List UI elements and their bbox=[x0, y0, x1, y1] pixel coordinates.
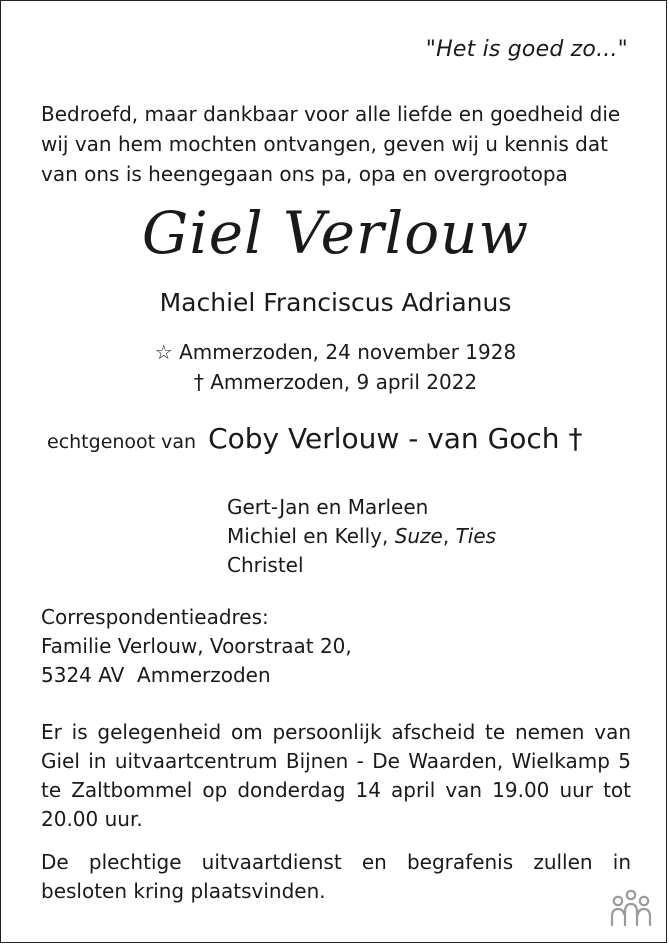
family-line: Christel bbox=[227, 553, 304, 577]
service-paragraph: De plechtige uitvaartdienst en begrafenis zullen in besloten kring plaatsvinden. bbox=[41, 850, 631, 903]
motto-quote: "Het is goed zo..." bbox=[425, 37, 628, 62]
family-line: Gert-Jan en Marleen bbox=[227, 495, 429, 519]
spouse-label: echtgenoot van bbox=[47, 431, 197, 453]
family-people-icon bbox=[608, 888, 654, 928]
spouse-name: Coby Verlouw - van Goch † bbox=[208, 422, 583, 455]
spouse-row bbox=[47, 422, 582, 455]
death-date: † Ammerzoden, 9 april 2022 bbox=[193, 370, 478, 394]
correspondence-address bbox=[41, 603, 352, 690]
grandchild-name: Ties bbox=[455, 524, 497, 548]
family-line bbox=[227, 522, 496, 551]
intro-paragraph: Bedroefd, maar dankbaar voor alle liefde en goedheid die wij van hem mochten ontvangen, geven wij u kennis dat van ons is heengegaan ons pa, opa en overgrootopa bbox=[41, 102, 621, 186]
family-list bbox=[227, 493, 496, 580]
birth-date: ☆ Ammerzoden, 24 november 1928 bbox=[154, 340, 517, 364]
grandchild-name: Suze bbox=[394, 524, 443, 548]
address-heading: Correspondentieadres: bbox=[41, 605, 269, 629]
visitation-paragraph: Er is gelegenheid om persoonlijk afscheid te nemen van Giel in uitvaartcentrum Bijnen - De Waarden, Wielkamp 5 te Zaltbommel op donderdag 14 april van 19.00 uur tot 20.00 uur. bbox=[41, 720, 631, 831]
family-parents: Michiel en Kelly, bbox=[227, 524, 395, 548]
life-dates bbox=[1, 337, 669, 397]
address-line: Familie Verlouw, Voorstraat 20, bbox=[41, 634, 352, 658]
deceased-full-name: Machiel Franciscus Adrianus bbox=[159, 288, 512, 317]
family-separator: , bbox=[442, 524, 456, 548]
address-line: 5324 AV Ammerzoden bbox=[41, 663, 271, 687]
deceased-call-name: Giel Verlouw bbox=[141, 199, 530, 267]
